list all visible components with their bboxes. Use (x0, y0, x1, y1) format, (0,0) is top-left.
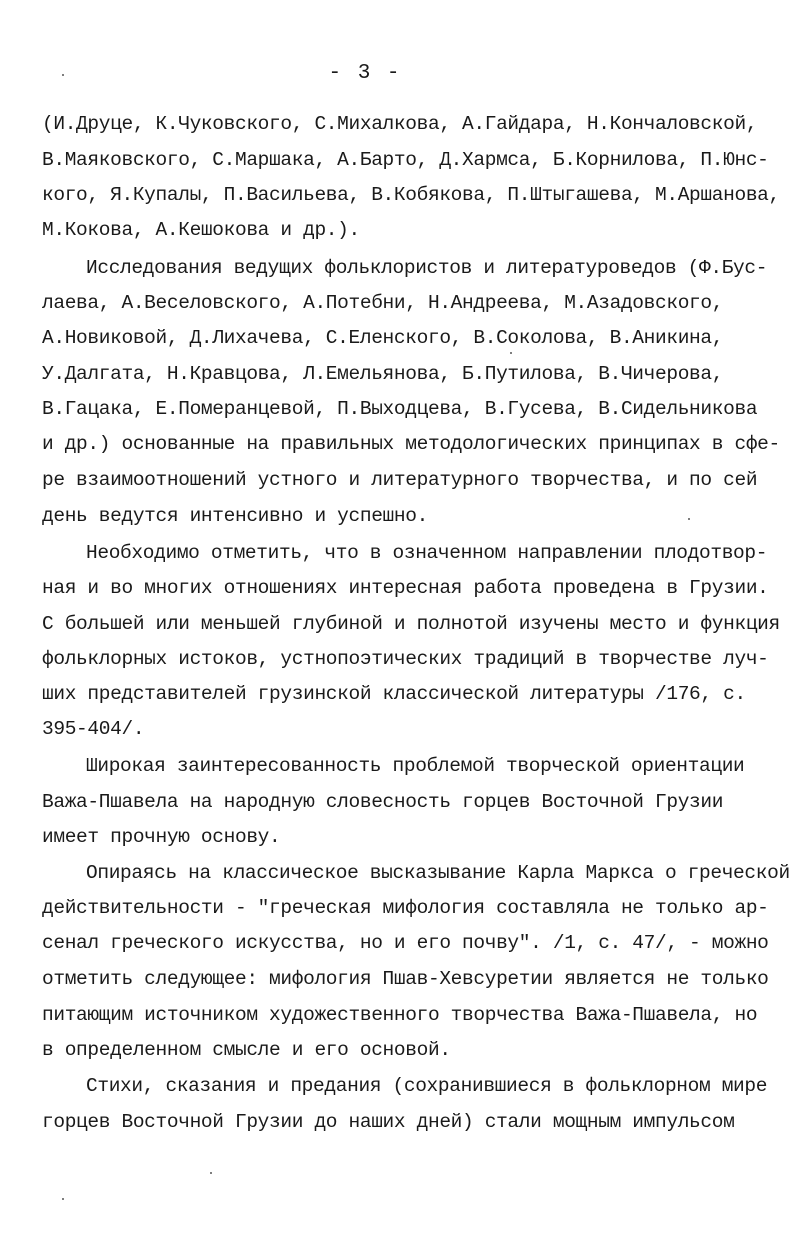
text-line: А.Новиковой, Д.Лихачева, С.Еленского, В.Соколова, В.Аникина, (42, 327, 724, 349)
text-line: М.Кокова, А.Кешокова и др.). (42, 219, 360, 241)
text-line: кого, Я.Купалы, П.Васильева, В.Кобякова, П.Штыгашева, М.Аршанова, (42, 184, 780, 206)
text-line: Стихи, сказания и предания (сохранившиеся в фольклорном мире (86, 1075, 768, 1097)
text-line: и др.) основанные на правильных методологических принципах в сфе- (42, 433, 780, 455)
text-line: действительности - "греческая мифология составляла не только ар- (42, 897, 769, 919)
text-line: 395-404/. (42, 718, 145, 740)
text-line: В.Маяковского, С.Маршака, А.Барто, Д.Хармса, Б.Корнилова, П.Юнс- (42, 149, 769, 171)
scan-speck (510, 352, 512, 354)
scan-speck (62, 74, 64, 76)
text-line: сенал греческого искусства, но и его почву". /1, с. 47/, - можно (42, 932, 769, 954)
text-line: Опираясь на классическое высказывание Карла Маркса о греческой (86, 862, 790, 884)
text-line: В.Гацака, Е.Померанцевой, П.Выходцева, В.Гусева, В.Сидельникова (42, 398, 758, 420)
text-line: Важа-Пшавела на народную словесность горцев Восточной Грузии (42, 791, 724, 813)
text-line: Исследования ведущих фольклористов и литературоведов (Ф.Бус- (86, 257, 768, 279)
text-line: ная и во многих отношениях интересная работа проведена в Грузии. (42, 577, 769, 599)
text-line: (И.Друце, К.Чуковского, С.Михалкова, А.Гайдара, Н.Кончаловской, (42, 113, 758, 135)
text-line: Широкая заинтересованность проблемой творческой ориентации (86, 755, 745, 777)
text-line: ре взаимоотношений устного и литературного творчества, и по сей (42, 469, 758, 491)
text-line: лаева, А.Веселовского, А.Потебни, Н.Андреева, М.Азадовского, (42, 292, 724, 314)
text-line: ших представителей грузинской классической литературы /176, с. (42, 683, 746, 705)
text-line: день ведутся интенсивно и успешно. (42, 505, 428, 527)
text-line: питающим источником художественного творчества Важа-Пшавела, но (42, 1004, 758, 1026)
scan-speck (62, 1198, 64, 1200)
text-line: в определенном смысле и его основой. (42, 1039, 451, 1061)
text-line: отметить следующее: мифология Пшав-Хевсуретии является не только (42, 968, 769, 990)
text-line: горцев Восточной Грузии до наших дней) стали мощным импульсом (42, 1111, 735, 1133)
text-line: имеет прочную основу. (42, 826, 281, 848)
scan-speck (210, 1172, 212, 1174)
text-line: У.Далгата, Н.Кравцова, Л.Емельянова, Б.Путилова, В.Чичерова, (42, 363, 724, 385)
text-line: С большей или меньшей глубиной и полнотой изучены место и функция (42, 613, 780, 635)
page-number: - 3 - (328, 62, 402, 85)
text-line: фольклорных истоков, устнопоэтических традиций в творчестве луч- (42, 648, 769, 670)
scan-speck (688, 518, 690, 520)
text-line: Необходимо отметить, что в означенном направлении плодотвор- (86, 542, 768, 564)
